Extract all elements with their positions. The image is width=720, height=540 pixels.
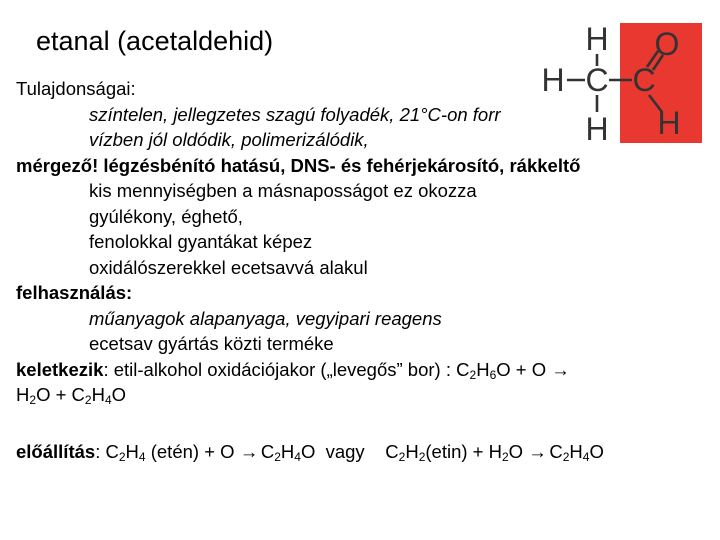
atom-o: O <box>654 26 680 62</box>
arrow-right-icon: → <box>239 440 259 462</box>
atom-h-top: H <box>585 21 609 57</box>
arrow-right-icon: → <box>551 358 570 380</box>
formula-acetaldehyde: $C_2H_4O$ <box>71 384 127 407</box>
atom-h-bottom: H <box>585 111 609 146</box>
usage-heading: felhasználás: <box>16 282 133 303</box>
property-item: vízben jól oldódik, polimerizálódik, <box>89 129 369 150</box>
page-title: etanal (acetaldehid) <box>36 26 274 56</box>
formula-ethanol: $C_2H_6O$ <box>456 358 511 382</box>
formula-acetaldehyde: $C_2H_4O$ <box>255 440 316 464</box>
property-item: oxidálószerekkel ecetsavvá alakul <box>89 256 368 278</box>
property-item: gyúlékony, éghető, <box>89 205 243 227</box>
property-item: kis mennyiségben a másnaposságot ez okozza <box>89 180 477 201</box>
toxicity-warning: mérgező! légzésbénító hatású, DNS- és fehérjekárosító, rákkeltő <box>16 154 581 176</box>
property-item: színtelen, jellegzetes szagú folyadék, 21°C-on forr <box>89 103 501 125</box>
preparation-line: előállítás: $C_2H_4$ (etén) + $O \to C_2H_4O$ vagy $C_2H_2(etin) + H_2O \to C_2H_4O$ <box>16 440 604 464</box>
formula-acetaldehyde: $C_2H_4O$ <box>544 440 604 464</box>
atom-c2: C <box>632 62 656 98</box>
atom-h-ald: H <box>657 105 681 141</box>
formation-label: keletkezik <box>16 358 104 380</box>
formula-ethyne: $C_2H_2(etin) + H_2O$ <box>385 440 529 464</box>
property-item: fenolokkal gyantákat képez <box>89 231 313 252</box>
arrow-right-icon: → <box>528 440 547 462</box>
formula-ethene: $C_2H_4$ (etén) + O <box>105 440 240 464</box>
atom-c1: C <box>585 62 609 98</box>
formula-water: $H_2O$ <box>16 384 51 407</box>
atom-h-left: H <box>541 62 565 98</box>
properties-heading: Tulajdonságai: <box>16 78 136 99</box>
preparation-label: előállítás <box>16 440 96 462</box>
content <box>16 76 716 467</box>
formation-line: keletkezik: etil-alkohol oxidációjakor („levegős” bor) : $C_2H_6O + O$ → <box>16 358 570 382</box>
usage-item: műanyagok alapanyaga, vegyipari reagens <box>89 307 442 329</box>
usage-item: ecetsav gyártás közti terméke <box>89 333 334 354</box>
formation-line-2: $H_2O + C_2H_4O$ <box>16 384 127 407</box>
